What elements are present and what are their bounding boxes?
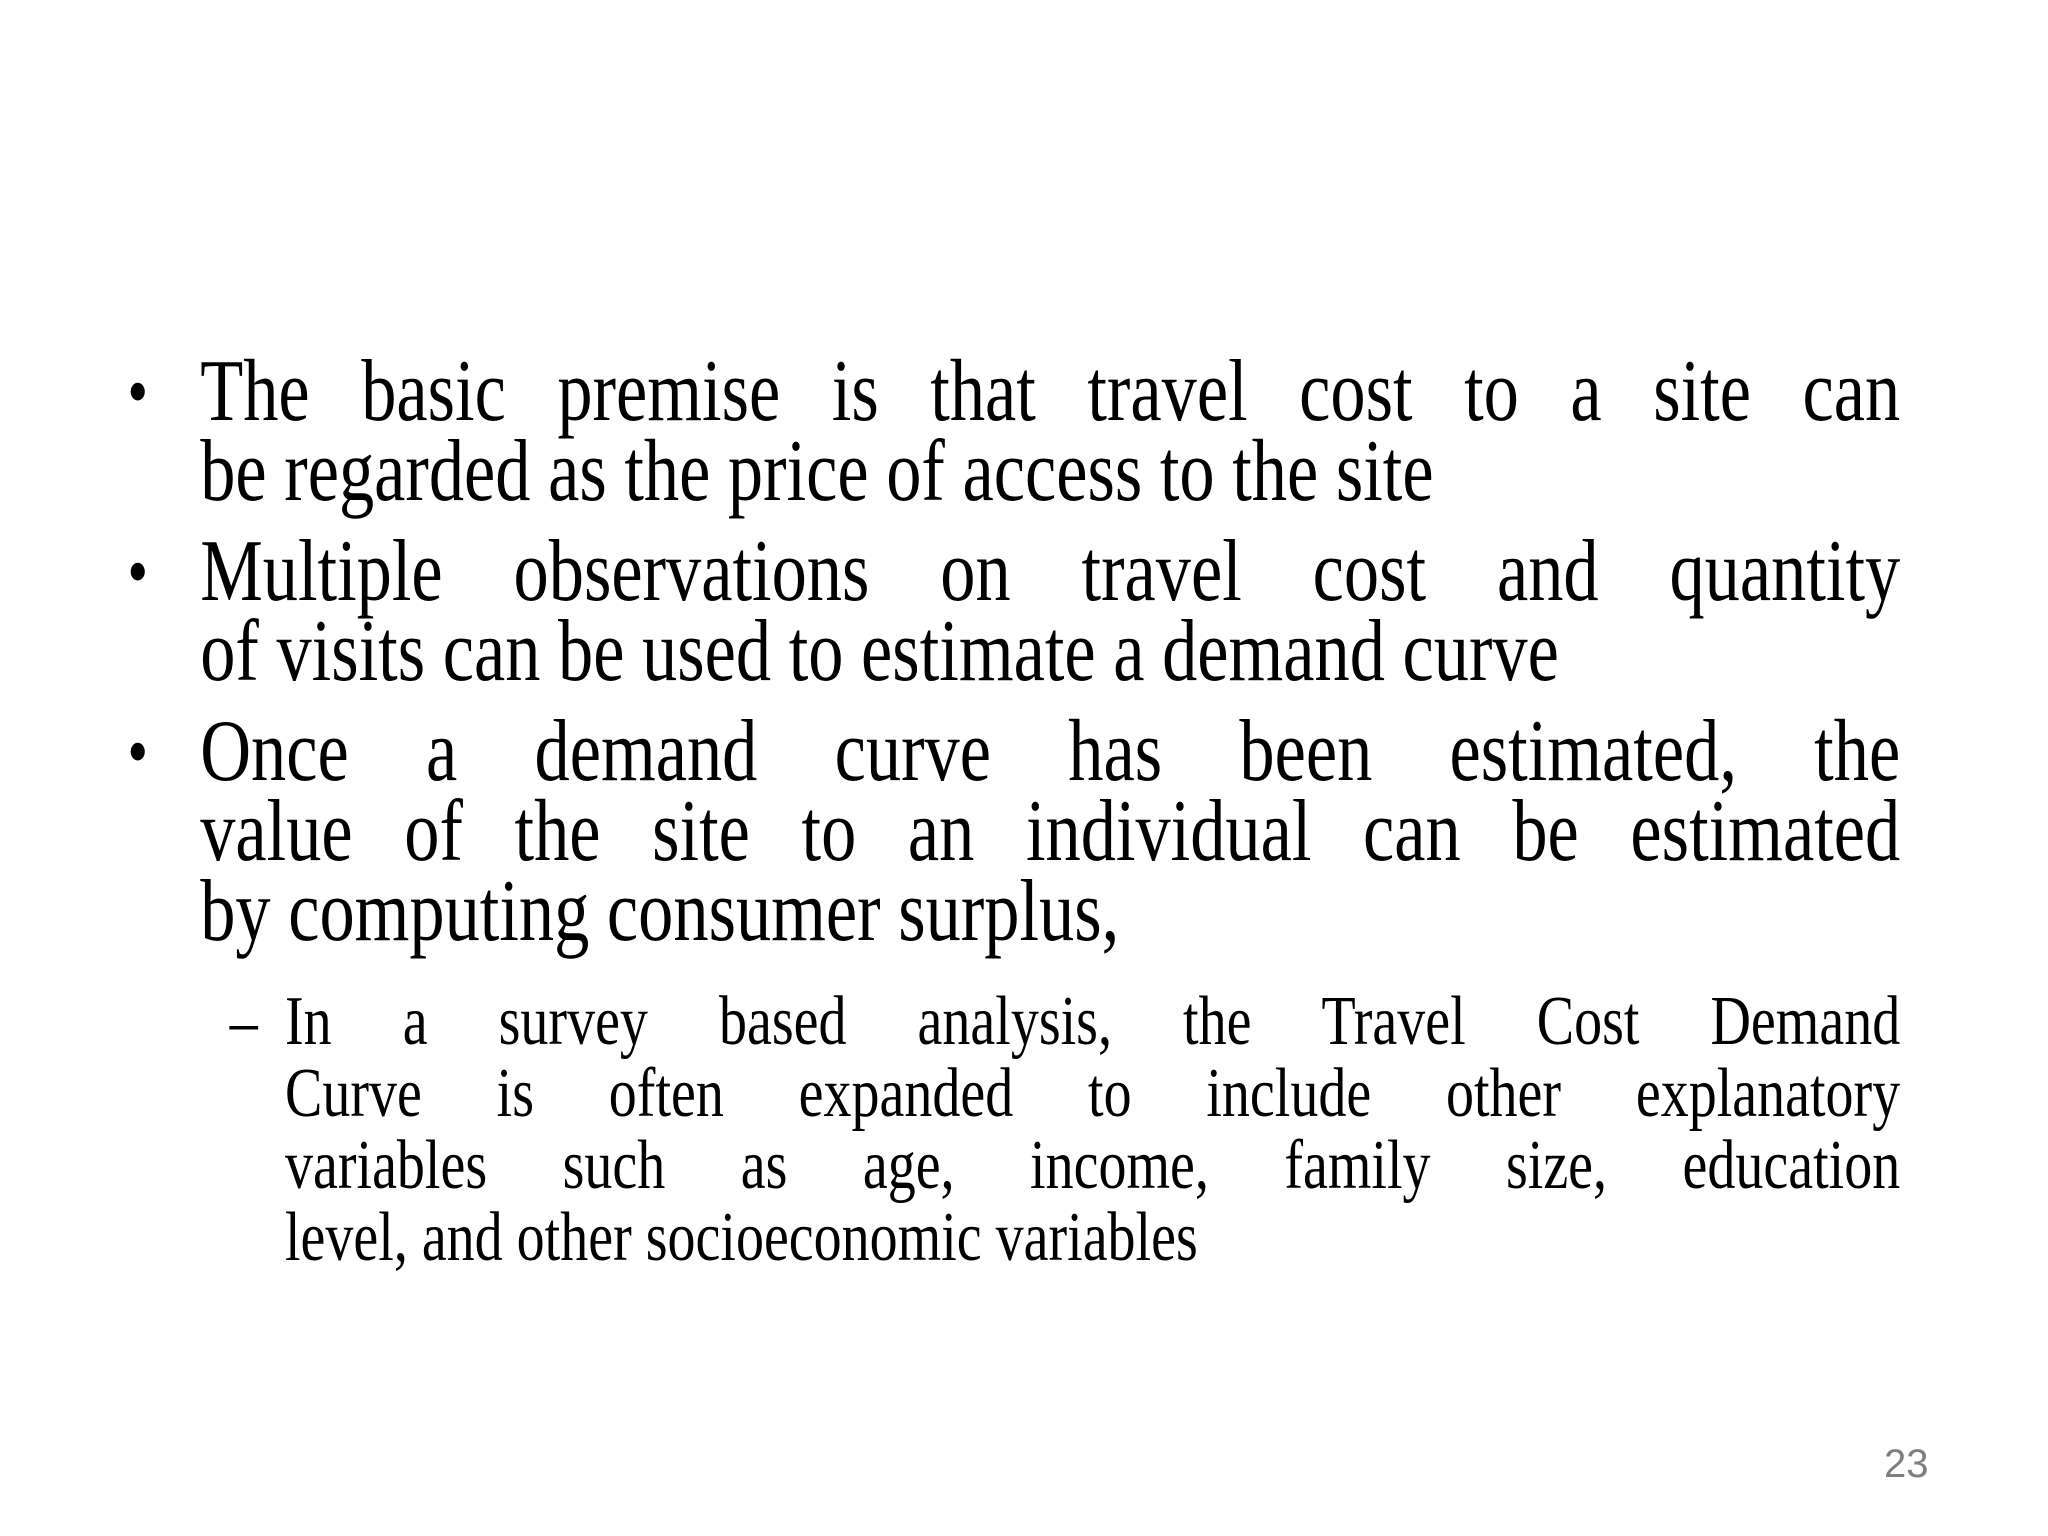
bullet-text-line: be regarded as the price of access to the site [200,423,1434,520]
bullet-text-line: Once a demand curve has been estimated, the [200,703,1901,800]
bullet-text-line: In a survey based analysis, the Travel Cost Demand [285,983,1901,1060]
bullet-dot-icon: • [127,531,149,613]
bullet-item-3-text [200,703,1901,960]
bullet-text-line: of visits can be used to estimate a demand curve [200,603,1559,700]
dash-bullet-icon: – [229,983,258,1060]
bullet-text-line: value of the site to an individual can be estimated [200,783,1901,880]
bullet-text-line: Multiple observations on travel cost and quantity [200,523,1901,620]
bullet-text-line: level, and other socioeconomic variables [285,1199,1198,1276]
sub-bullet-item [105,983,1901,1276]
bullet-text-line: Curve is often expanded to include other explanatory [285,1055,1901,1132]
bullet-dot-icon: • [127,351,149,433]
bullet-text-line: by computing consumer surplus, [200,863,1120,960]
bullet-list [105,343,1901,1276]
bullet-item-1-text [200,343,1901,520]
page-number: 23 [1884,1442,1929,1486]
sub-bullet-item-text [285,983,1901,1276]
bullet-text-line: variables such as age, income, family size, education [285,1127,1901,1204]
bullet-item-1 [105,343,1901,520]
bullet-text-line: The basic premise is that travel cost to a site can [200,343,1901,440]
bullet-item-2-text [200,523,1901,700]
bullet-item-3 [105,703,1901,960]
bullet-dot-icon: • [127,711,149,793]
bullet-item-2 [105,523,1901,700]
